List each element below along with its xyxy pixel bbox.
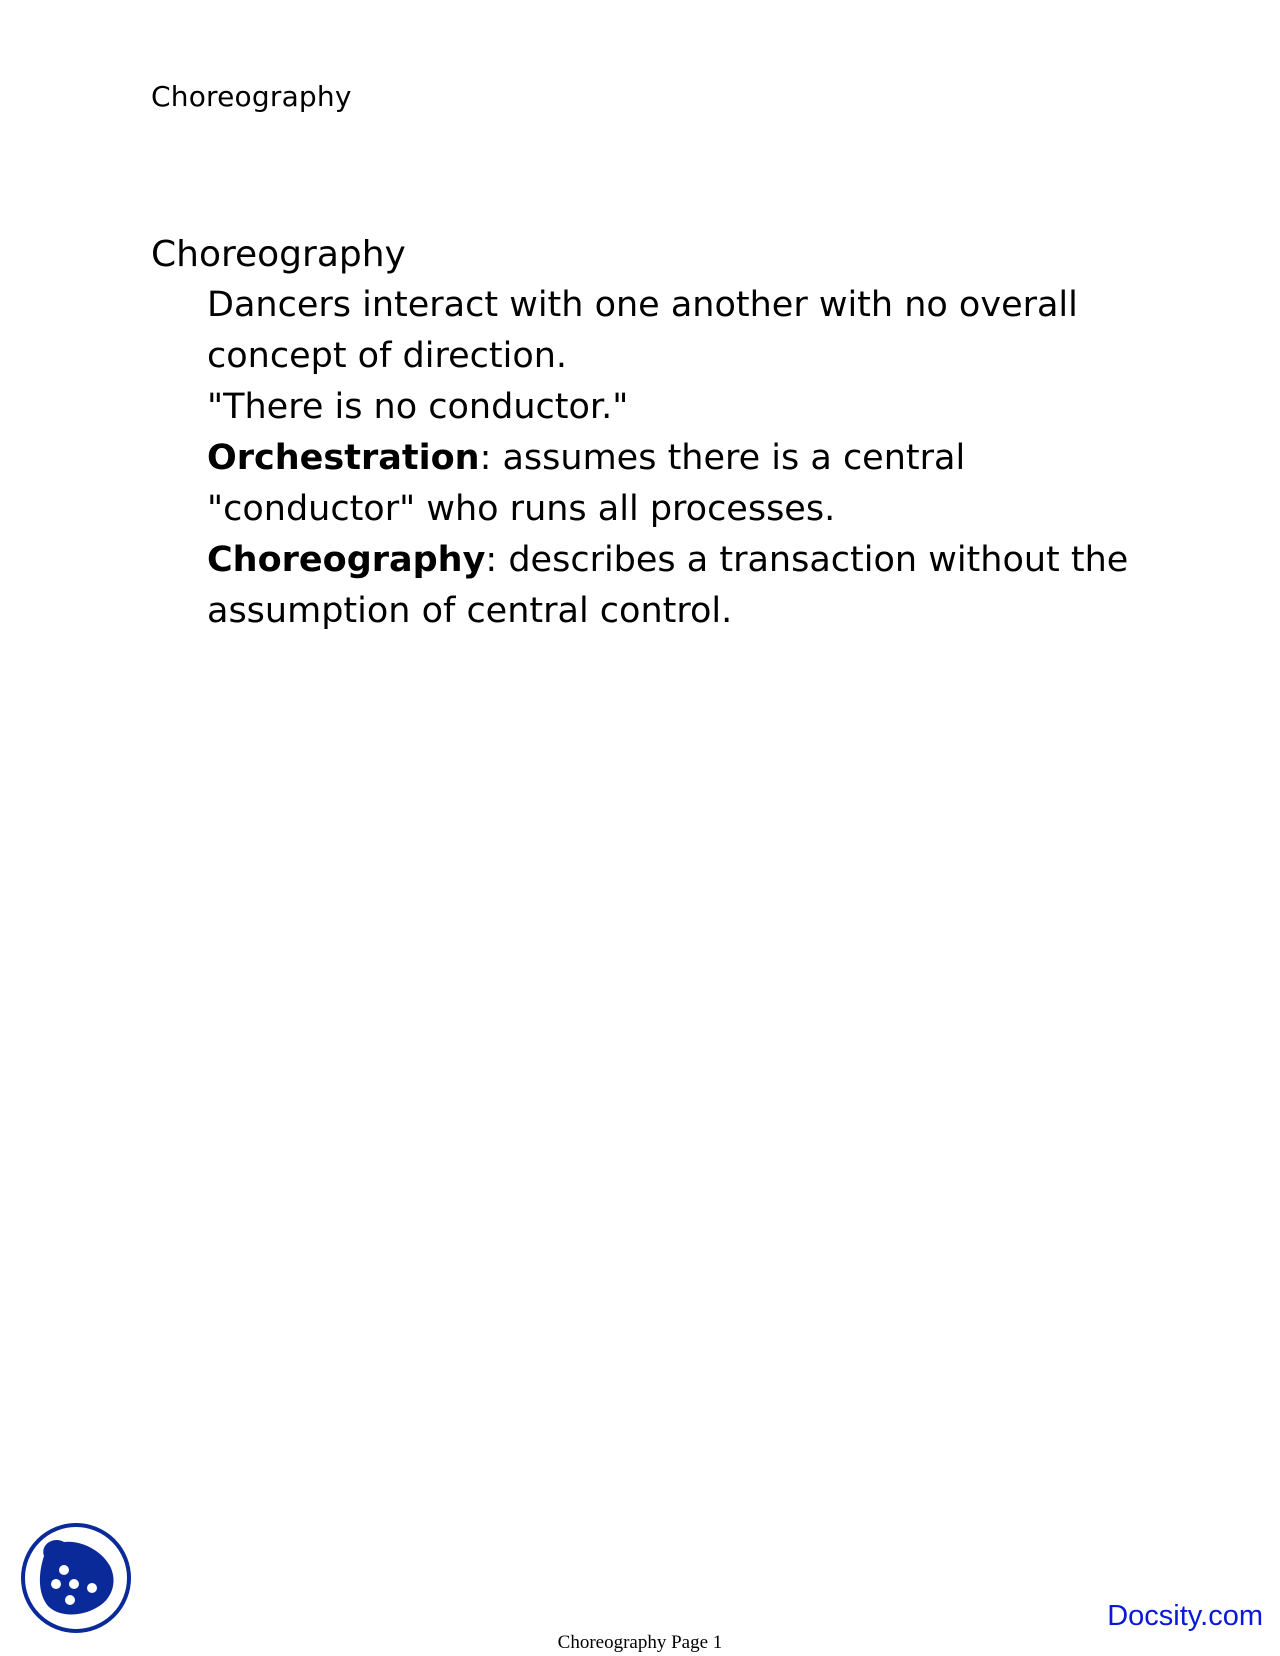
bullet-list [151, 280, 1151, 637]
page-footer: Choreography Page 1 [557, 1632, 723, 1653]
bullet-term: Choreography [207, 540, 486, 580]
docsity-logo-icon [20, 1522, 132, 1634]
slide-content [151, 230, 1151, 637]
bullet-item [207, 433, 1151, 535]
bullet-term: Orchestration [207, 438, 480, 478]
bullet-item [207, 535, 1151, 637]
section-title: Choreography [151, 234, 406, 275]
bullet-item [207, 382, 1151, 433]
brand-name: Docsity.com [1107, 1600, 1263, 1632]
bullet-text: Dancers interact with one another with no overall concept of direction. [207, 285, 1078, 376]
bullet-text: : describes a transaction without the assumption of central control. [207, 540, 1129, 631]
page-header-title: Choreography [151, 80, 352, 113]
bullet-text: "There is no conductor." [207, 387, 629, 427]
bullet-text: : assumes there is a central "conductor" who runs all processes. [207, 438, 966, 529]
bullet-item [207, 280, 1151, 382]
